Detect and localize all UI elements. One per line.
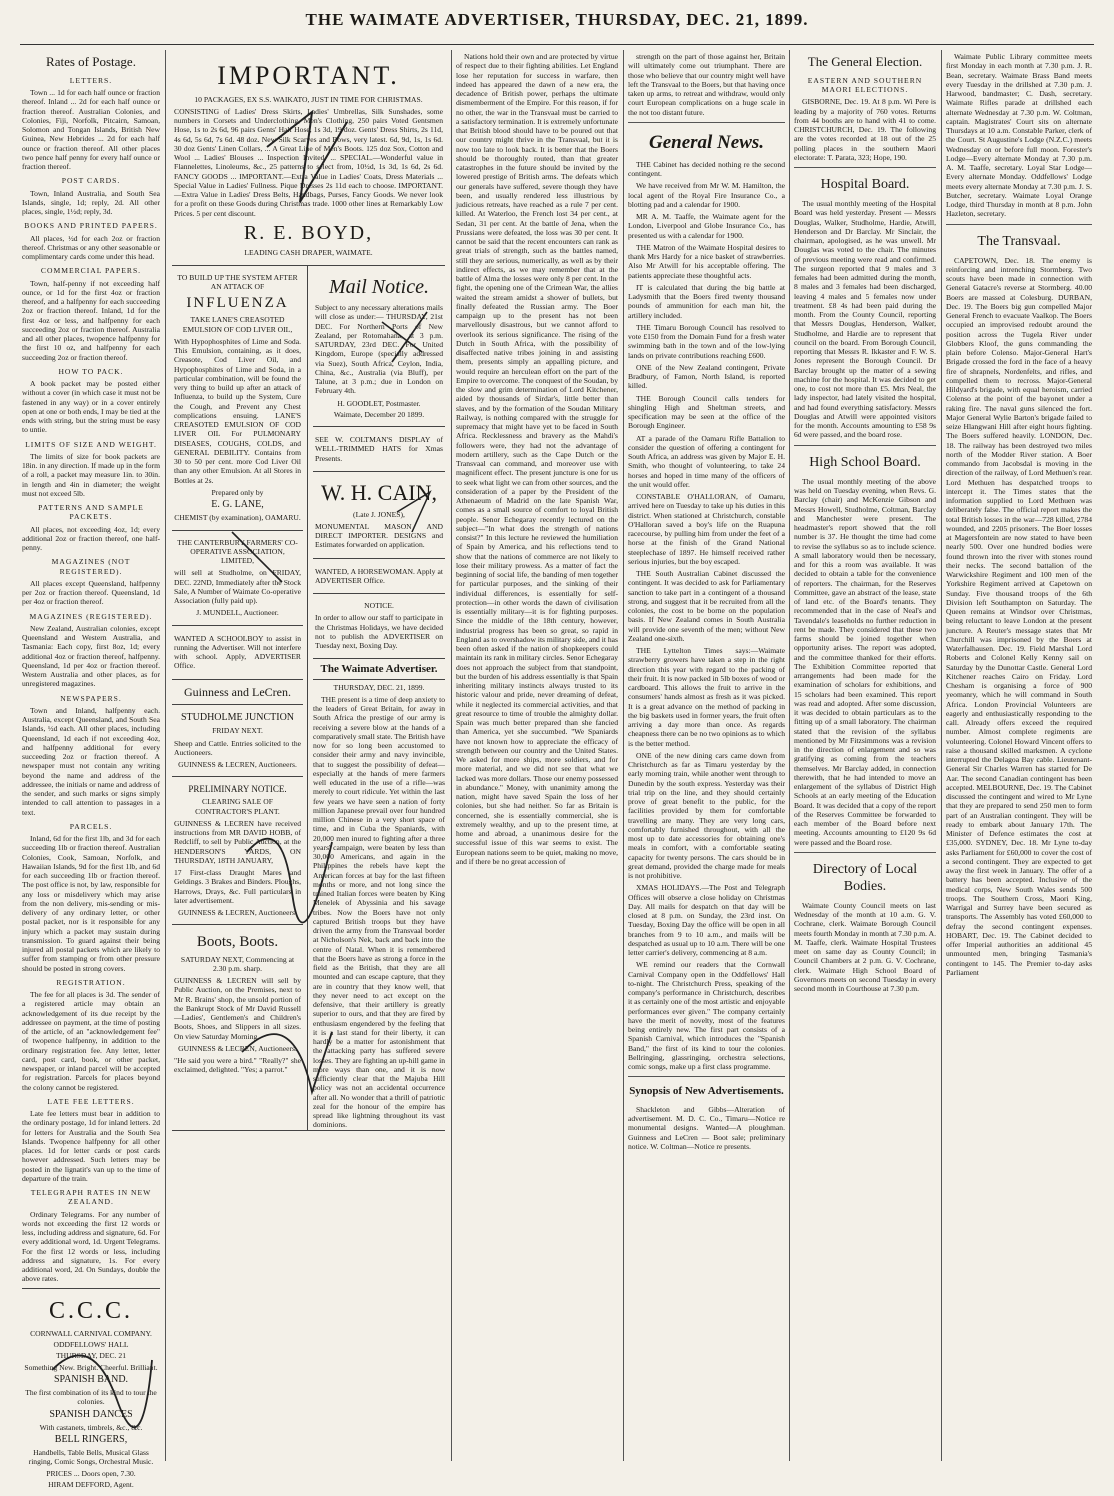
- section-heading: PARCELS.: [69, 821, 113, 831]
- paper-date: THURSDAY, DEC. 21, 1899.: [333, 682, 425, 692]
- editorial-header: [313, 659, 445, 692]
- directory-section: [794, 852, 936, 994]
- section-heading: POST CARDS.: [61, 176, 121, 186]
- boots-title: Boots, Boots.: [196, 934, 279, 951]
- boots-date: SATURDAY NEXT, Commencing at 2.30 p.m. sharp.: [180, 954, 295, 973]
- section-text: All places, not exceeding 4oz, 1d; every additional 2oz or fraction thereof, one half-penny.: [22, 524, 160, 553]
- news-item: MR A. M. Taaffe, the Waimate agent for the London, Liverpool and Globe Insurance Co., has presented us with a calendar for 1900.: [628, 212, 785, 240]
- boots-advertisement: [172, 925, 303, 1082]
- influenza-take: TAKE LANE'S CREASOTED EMULSION OF COD LIVER OIL,: [182, 315, 293, 334]
- ccc-line: PRICES ... Doors open, 7.30.: [46, 1468, 136, 1478]
- boots-body: GUINNESS & LECREN will sell by Public Auction, on the Premises, next to Mr R. Brains' shop, the unsold portion of the Bankrupt Stock of Mr David Russell—Ladies', Gentlemen's and Children's Boots, Shoes, and Slippers in all sizes. On view Saturday Morning.: [174, 976, 301, 1041]
- studholme-sign: GUINNESS & LECREN, Auctioneers.: [178, 760, 297, 770]
- column-divider: [789, 50, 790, 1461]
- holiday-notice: [313, 594, 445, 659]
- hospital-section: [794, 167, 936, 440]
- section-heading: MAGAZINES (REGISTERED).: [29, 611, 153, 621]
- column-advertisements: [172, 52, 445, 1462]
- mail-sign: H. GOODLET, Postmaster.: [337, 398, 421, 408]
- synopsis-text: Shackleton and Gibbs—Alteration of advertisement. M. D. C. Co., Timaru—Notice re monumental designs. Wanted—A ploughman. Guinness and LeCren — Boot sale; preliminary notice. W. Coltman—Notice re presents.: [628, 1104, 785, 1151]
- editorial-text: THE present is a time of deep anxiety to the leaders of Great Britain, for away in South Africa the prestige of our army is receiving a severe blow at the hands of a comparatively small state. The British have now for so long been accustomed to consider their army and navy invincible, that to suggest the possibility of defeat—especially at the hands of mere farmers well educated in the use of a rifle—was merely to court ridicule. Yet within the last few years we have seen a nation of forty million Japanese prevail over four hundred million Chinese in a very short space of time, and in Cuba the Spaniards, with 20,000 men inured to fighting after a three years' campaign, were beaten by less than 30,000 Americans, and again in the Philippines the rebels have kept the American forces at bay for the last fifteen months or more, and not long since the trained Italian forces were beaten by King Menelek of Abyssinia and his savage tribes. Now the Boers have not only captured British troops but they have driven the army from the Transvaal border at Nicholson's Nek, back and back into the centre of Natal. When it is remembered that the Boers have as strong a force in the field as the British, that they are all mounted and can escape capture, that they are in country that they know well, that they never need to act except on the defensive, that their artillery is greatly superior to ours, and that they are fired by enthusiasm engendered by the feeling that it is a last stand for their liberty, it can hardly be a matter for astonishment that the attacking party has suffered severe losses. They are fighting an up-hill game in more ways than one, and it is now sufficiently clear that the Majuba Hill policy was not an accidental occurrence after all. No wonder that a thrill of patriotic zeal for the honour of the empire has spread like lightning throughout its vast dominions.: [313, 694, 445, 1130]
- cain-sub: (Late J. JONES),: [353, 509, 405, 519]
- hospital-body: The usual monthly meeting of the Hospital Board was held yesterday. Present — Messrs Douglas, Walker, Studholme, Hardie, Atwill, Henderson and Dr Barclay. Mr Sinclair, the chairman, apologised, as he was unwell. Mr Douglas was voted to the chair. The minutes of previous meeting were read and confirmed. The surgeon reported that 9 males and 3 females had been admitted during the month, 8 males and 3 females had been discharged, leaving 4 males and 5 females now under treatment. £8 4s had been paid during the month. From the County Council, reporting that Messrs Douglas, Henderson, Walker, Studholme, and Hardie are to represent that council on the board. From Borough Council, reporting that Messrs R. Ikkaster and F. W. S. Jones represent the Borough Council. Dr Barclay brought up the matter of a sewing machine for the hospital. It was decided to get one, to cost not more than £5. Mrs Neal, the lady inspector, had lately visited the hospital, and had found everything satisfactory. Messrs Douglas and Atwill were appointed visitors for the month. Accounts amounting to £58 9s 6d were passed, and the board rose.: [794, 199, 936, 440]
- cain-title: W. H. CAIN,: [321, 479, 437, 505]
- farmers-advertisement: [172, 531, 303, 626]
- section-heading: LATE FEE LETTERS.: [47, 1096, 135, 1106]
- news-item: We have received from Mr W. M. Hamilton, the local agent of the Royal Fire Insurance Co., a blotting pad and a calendar for 1900.: [628, 181, 785, 209]
- paper-title: The Waimate Advertiser.: [313, 663, 445, 679]
- news-item: IT is calculated that during the big battle at Ladysmith that the Boers fired twenty thousand pounds of ammunition for each man hit, the artillery included.: [628, 282, 785, 320]
- guinness-header: [172, 680, 303, 706]
- news-item: THE Cabinet has decided nothing re the second contingent.: [628, 159, 785, 179]
- ccc-line: Handbells, Table Bells, Musical Glass ringing, Comic Songs, Orchestral Music.: [28, 1448, 154, 1467]
- farmers-title: THE CANTERBURY FARMERS' CO-OPERATIVE ASSOCIATION, LIMITED,: [177, 537, 298, 566]
- masthead-title: THE WAIMATE ADVERTISER, THURSDAY, DEC. 21, 1899.: [305, 10, 809, 29]
- section-heading: MAGAZINES (NOT REGISTERED).: [51, 557, 131, 576]
- section-heading: PATTERNS AND SAMPLE PACKETS.: [38, 503, 144, 522]
- section-text: New Zealand, Australian colonies, except Queensland and Western Australia, and Tasmania: Each copy, first 8oz, 1d; every additional 4oz or fraction thereof, halfpenny. Queensland, 1d per 4oz or fraction thereof. Western Australia and other places, as for unregistered magazines.: [22, 623, 160, 689]
- directory-body: Waimate County Council meets on last Wednesday of the month at 10 a.m. G. V. Cochrane, clerk. Waimate Borough Council meets fourth Monday in month at 7.30 p.m. A. M. Taaffe, clerk. Waimate Hospital Trustees meet on same day as County Council; in Council Chambers at 2 p.m. G. V. Cochrane, clerk. Waimate High School Board of Governors meets on second Tuesday in every second month in Courthouse at 7.30 p.m.: [794, 900, 936, 994]
- ccc-line: THURSDAY, DEC. 21: [55, 1351, 127, 1361]
- masthead: [0, 0, 1114, 40]
- farmers-body: will sell at Studholme, on FRIDAY, DEC. 22ND, Immediately after the Stock Sale, A Number of Waimate Co-operative Association (fully paid up).: [174, 568, 301, 606]
- news-item: XMAS HOLIDAYS.—The Post and Telegraph Offices will observe a close holiday on Christmas Day. All mails for despatch on that day will be closed at 8 p.m. on Sunday, the 23rd inst. On Tuesday, Boxing Day the office will be open in all branches from 9 to 10 a.m., and mails will be despatched as usual up to 10 a.m. There will be one letter carrier's delivery, commencing at 8 a.m.: [628, 883, 785, 958]
- news-item: THE Borough Council calls tenders for shingling High and Sheltman streets, and specification may be seen at the office of the Borough Engineer.: [628, 393, 785, 431]
- section-text: Inland, 6d for the first 1lb, and 3d for each succeeding 1lb or fraction thereof. Australian Colonies, Cook, Samoan, Norfolk, and Hawaiian Islands, 9d for the first 1lb, and 6d for each succeeding 1lb or fraction thereof. The post office is not, by law, responsible for any loss or misdelivery which may arise from the non delivery, mis-sending or mis-delivery of any ordinary letter, or other postal packet, nor is it responsible for any injury which a packet may sustain during transmission. To guard against their being injured all postal packets which are likely to suffer from stamping or from other pressure should be posted in strong covers.: [22, 834, 160, 973]
- election-body: GISBORNE, Dec. 19. At 8 p.m. Wi Pere is leading by a majority of 760 votes. Returns from 44 booths are to hand with 41 to come. CHRISTCHURCH, Dec. 19. The following are the votes recorded at 18 out of the 25 polling places in the southern Maori electorate: T. Parata, 323; Hope, 190.: [794, 97, 936, 162]
- influenza-advertisement: [172, 266, 303, 531]
- section-text: A book packet may be posted either without a cover (in which case it must not be fastened in any way) or in a cover entirely open at one or both ends, I may be tied at the ends with string, but the string must be easy to untie.: [22, 379, 160, 435]
- section-heading: LETTERS.: [69, 75, 113, 85]
- cain-body: MONUMENTAL MASON AND DIRECT IMPORTER. DESIGNS and Estimates forwarded on application.: [315, 521, 443, 550]
- postage-title: Rates of Postage.: [46, 54, 136, 69]
- synopsis-section: [628, 1076, 785, 1151]
- ccc-title: C.C.C.: [48, 1297, 134, 1324]
- ccc-line: Something New. Bright. Cheerful. Brilliant.: [24, 1362, 158, 1372]
- farmers-sign: J. MUNDELL, Auctioneer.: [196, 608, 279, 618]
- notice-body: In order to allow our staff to participate in the Christmas Holidays, we have decided not to publish the ADVERTISER on Tuesday next, Boxing Day.: [315, 613, 443, 651]
- section-text: Town and Inland, halfpenny each. Australia, except Queensland, and South Sea Islands, ½d each. All other places, including Queensland, 1d each if not exceeding 4oz, and halfpenny additional for every succeeding 2oz or fraction thereof. A newspaper must not contain any writing beyond the name and address of the addressee, the initials or name and address of the sender, and such marks or signs simply intended to call attention to passages in a text.: [22, 705, 160, 817]
- influenza-title: INFLUENZA: [186, 295, 289, 312]
- mail-notice: [313, 266, 445, 427]
- section-text: Late fee letters must bear in addition to the ordinary postage, 1d for inland letters. 2d for letters for Australia and the South Sea Islands. Twopence halfpenny for all other places. 1d for letter cards or post cards however addressed. Such letters may be posted in the lignatit's van up to the time of departure of the train.: [22, 1109, 160, 1183]
- studholme-body: Sheep and Cattle. Entries solicited to the Auctioneers.: [174, 738, 301, 757]
- section-heading: BOOKS AND PRINTED PAPERS.: [24, 221, 158, 231]
- news-item: ONE of the new dining cars came down from Christchurch as far as Timaru yesterday by the early morning train, while another went through to Dunedin by the south express. Yesterday was their trial trip on the line, and they should certainly prove of great benefit to the public, for the facilities provided by them for comfortable travelling are many. They are very long cars, comfortably furnished throughout, with all the most up to date accessories for obtaining one's meals in comfort, with a comfortable seating capacity for twenty persons. The cars should be in great demand, provided the charge made for meals is not prohibitive.: [628, 750, 785, 881]
- news-item: ONE of the New Zealand contingent, Private Bradbury, of Famon, North Island, is reported killed.: [628, 362, 785, 391]
- postage-sections: [22, 76, 160, 1284]
- influenza-intro: TO BUILD UP THE SYSTEM AFTER AN ATTACK OF: [177, 272, 298, 291]
- column-divider: [451, 50, 452, 1461]
- transvaal-section: [946, 224, 1092, 978]
- section-text: The limits of size for book packets are 18in. in any direction. If made up in the form of a roll, a packet may measure 1in. to 30in. in length and 4in in diameter; the weight must not exceed 5lb.: [22, 451, 160, 498]
- section-heading: TELEGRAPH RATES IN NEW ZEALAND.: [30, 1188, 152, 1207]
- transvaal-body: CAPETOWN, Dec. 18. The enemy is reinforcing and intrenching Stormberg. Two scouts have been made in connection with General Gatacre's reverse at Stormberg. 40.00 Boers are massed at Colesburg. DURBAN, Dec. 19. The Boers big gun compelled Major General French to evacuate Vaalkop. The Boers occupied an improvised redoubt around the position across the Tugela River under Globbers Kloof, the guns commanding the plain before Colenso. Major-General Hart's Brigade crossed the ford in the face of a heavy fire of shrapnels, Nordenfelts, and rifles, and compelled them to recross. Major-General Hildyard's brigade, with equal heroism, carried Colenso at the point of the bayonet under a raking fire. The naval guns silenced the fort. Major General Wylie Barton's brigade failed to seize Hlangwani Hill after eight hours fighting. The Boers suffered heavily. LONDON, Dec. 18. The railway has been destroyed two miles north of the Modder River station. A Boer commando from Jacobsdal is moving in the direction of the railway, of Lord Methuen's rear. Lord Methuen has despatched troops to intercept it. The Times states that the information supplied to Lord Methuen was deliberately false. The official report makes the total British losses in the war—728 killed, 2784 wounded, and 2205 prisoners. The Boer losses at Magersfontein are now stated to have been nearly 500. Over one hundred bodies were found thrown into the river with stones round their necks. The second battalion of the Warwickshire Regiment and 100 men of the Yorkshire Regiment arrived at Capetown on Sunday. Five thousand troops of the 6th Division left Southampton on Saturday. The Queen remains at Windsor over Christmas, being reluctant to leave London at the present juncture. A Reuter's message states that Mr Churchill was imprisoned by the Boers at Waterfalhausen. Dec. 19. Field Marshal Lord Roberts and Colonel Kelly Kenny sail on Saturday by the Dunottar Castle. General Lord Kitchener reaches Cairo on Friday. Lord Chesham is organising a force of 900 yeomanry, which he will command in South Africa. London Provincial Volunteers are eagerly and enthusiastically responding to the call. Already offers exceed the required number. Almost complete regiments are volunteering. Colonel Howard Vincent offers to raise a thousand skilled marksmen. A cyclone interrupted the Delagoa Bay cable. Lieutenant-General Sir Charles Warren has started for De Aar. The second Canadian contingent has been accepted. MELBOURNE, Dec. 19. The Cabinet discussed the contingent and wired to Mr Lyne that they are prepared to send 250 men to form part of an Australian contingent. They will be ready to embark about January 17th. The Minister of Defence estimates the cost at £35,000. SYDNEY, Dec. 18. Mr Lyne to-day asks Parliament for £60,000 to cover the cost of a second contingent. They are expected to get away the first week in January. The offer of a battery has been accepted. Inclusive of the medical corps, New South Wales sends 500 troops. The Southern Cross, Maori King, Warrigal and Surrey have been secured as transports. The Assembly has voted £60,000 to defray the second contingent expenses. HOBART, Dec. 19. The Cabinet decided to offer Imperial authorities an additional 45 unmounted men, bringing Tasmania's contingent to 145. The Premier to-day asks Parliament: [946, 255, 1092, 977]
- general-news-title: General News.: [648, 131, 765, 153]
- preliminary-list: 17 First-class Draught Mares and Geldings. 3 Brakes and Binders. Ploughs, Harrows, Drays, &c. Full particulars in later advertisement.: [174, 868, 301, 905]
- section-heading: COMMERCIAL PAPERS.: [40, 266, 142, 276]
- wanted2-text: WANTED, A HORSEWOMAN. Apply at ADVERTISER Office.: [315, 566, 443, 585]
- mail-body: Subject to any necessary alterations mails will close as under:— THURSDAY, 21st DEC. For Northern Ports of New Zealand, per Rotomahana, at 3 p.m. SATURDAY, 23rd DEC. For United Kingdom, Europe (specially addressed via Suez), South Africa, Ceylon, India, China, &c., Australia (via Bluff), per Talune, at 3 p.m.; due in London on February 4th.: [315, 303, 443, 396]
- column-mail: [308, 266, 445, 1130]
- wanted-schoolboy: [172, 626, 303, 680]
- section-text: Town, half-penny if not exceeding half ounce, or 1d for the first 4oz or fraction thereof, and a halfpenny for each succeeding 2oz or fraction thereof. Inland, 1d for the first 4oz or less, and halfpenny for each succeeding 2oz or fraction thereof. Australia and all other places, twopence halfpenny for the first 10 oz, and halfpenny for each succeeding 2oz or fraction thereof.: [22, 278, 160, 362]
- synopsis-title: Synopsis of New Advertisements.: [629, 1085, 784, 1098]
- preliminary-sub: CLEARING SALE OF CONTRACTOR'S PLANT.: [195, 797, 280, 816]
- news-item: AT a parade of the Oamaru Rifle Battalion to consider the question of offering a contingent for South Africa, an address was given by Major E. H. Smith, who thought of volunteering, to take 24 horses and hoped in time many of the officers of the unit would offer.: [628, 433, 785, 489]
- news-item: CONSTABLE O'HALLORAN, of Oamaru, arrived here on Tuesday to take up his duties in this district. When stationed at Christchurch, constable O'Halloran saved a boy's life on the Ruapuna racecourse, by pulling him from under the feet of a horse at the finish of the Grand National steeplechase of 1897. He himself received rather serious injuries, but the boy escaped.: [628, 492, 785, 566]
- news-item: THE Lyttelton Times says:—Waimate strawberry growers have taken a step in the right direction this year with regard to the packing of their fruit. It is now packed in 5lb boxes of wood or cardboard. This allows the fruit to arrive in the consumers' hands almost as fresh as it was picked. It is a great advance on the method of packing in the big baskets used in former years, the fruit often arriving a day more than once. As regards cheapness there can be no two opinions as to which is the better method.: [628, 646, 785, 748]
- notice-head: NOTICE.: [364, 601, 394, 611]
- coltman-text: SEE W. COLTMAN'S DISPLAY of WELL-TRIMMED HATS for Xmas Presents.: [315, 435, 443, 463]
- ccc-line: BELL RINGERS,: [54, 1434, 128, 1445]
- column-divider: [623, 50, 624, 1461]
- influenza-by: Prepared only by: [211, 487, 264, 497]
- section-text: All places, ½d for each 2oz or fraction thereof. Christmas or any other seasonable or complimentary cards come under this head.: [22, 233, 160, 262]
- ccc-subtitle: CORNWALL CARNIVAL COMPANY.: [30, 1328, 152, 1338]
- preliminary-body: GUINNESS & LECREN have received instructions from MR DAVID HOBB, of Redcliff, to sell by Public Auction, at the HENDERSON'S YARDS, ON THURSDAY, 18TH JANUARY,: [174, 818, 301, 865]
- general-news-section: [628, 122, 785, 1072]
- studholme-advertisement: [172, 705, 303, 777]
- section-text: Ordinary Telegrams. For any number of words not exceeding the first 12 words or less, including address and signature, 6d. For every additional word, 1d. Urgent Telegrams. For the first 12 words or less, including address and signature, 1s. For every additional word, 2d. On Sundays, double the above rates.: [22, 1209, 160, 1284]
- column-divider: [941, 50, 942, 1461]
- guinness-title: Guinness and LeCren.: [184, 684, 291, 699]
- masthead-rule: [20, 44, 1094, 45]
- section-heading: LIMITS OF SIZE AND WEIGHT.: [25, 439, 157, 449]
- influenza-name: E. G. LANE,: [211, 499, 264, 511]
- boyd-advertisement: [172, 52, 445, 266]
- highschool-section: [794, 445, 936, 847]
- preliminary-sign: GUINNESS & LECREN, Auctioneers.: [178, 908, 297, 918]
- editorial-end-text: strength on the part of those against her, Britain will ultimately come out triumphant. There are those who believe that our country might well have left the Transvaal to the Boers, but that having once taken up arms, to retreat and withdraw, would only court European complications on a huge scale in the not too distant future.: [628, 52, 785, 117]
- boyd-firm-sub: LEADING CASH DRAPER, WAIMATE.: [244, 248, 373, 258]
- ccc-line: ODDFELLOWS' HALL: [53, 1340, 129, 1350]
- ccc-line: The first combination of its kind to tour the colonies.: [25, 1388, 157, 1407]
- wanted-text: WANTED A SCHOOLBOY to assist in running the Advertiser. Will not interfere with school. Apply, ADVERTISER Office.: [174, 633, 301, 671]
- ccc-line: With castanets, timbrels, &c., &c.: [39, 1422, 143, 1432]
- coltman-advertisement: [313, 427, 445, 472]
- preliminary-title: PRELIMINARY NOTICE.: [188, 784, 287, 795]
- directory-title: Directory of Local Bodies.: [812, 861, 918, 894]
- highschool-title: High School Board.: [809, 454, 921, 470]
- boyd-subtitle: 10 PACKAGES, EX S.S. WAIKATO, JUST IN TIME FOR CHRISTMAS.: [194, 94, 423, 104]
- boots-quote: "He said you were a bird." "Really?" she exclaimed, delighted. "Yes; a parrot.": [174, 1056, 301, 1075]
- directory-continued: Waimate Public Library committee meets first Monday in each month at 7.30 p.m. J. R. Bean, secretary. Waimate Brass Band meets every Tuesday in the drillshed at 7.30 p.m. J. Harwood, bandmaster; C. Dash, secretary. Waimate Rifles parade at drillshed each alternate Wednesday at 7.30 p.m. W. Coltman, captain. Magistrates' Court sits on alternate Thursdays at 10 a.m. Constable Parker, clerk of the Court. St Augustine's Lodge (N.Z.C.) meets Wednesday on or before full moon. Forester's Lodge—Every alternate Monday at 7.30 p.m. A. M. Taaffe, secretary. Loyal Star Lodge—Every alternate Monday. Oddfellows' Lodge meets every alternate Monday at 7.30 p.m. J. S. Butcher, secretary. Waimate Loyal Orange Lodge, third Thursday in month at 8 p.m. John Hazleton, secretary.: [946, 52, 1092, 219]
- ccc-line: HIRAM DEFFORD, Agent.: [48, 1479, 134, 1489]
- election-title: The General Election.: [807, 54, 923, 69]
- column-postage: [22, 52, 160, 1489]
- studholme-title: STUDHOLME JUNCTION: [180, 712, 295, 724]
- wanted-horsewoman: [313, 559, 445, 595]
- section-text: Town ... 1d for each half ounce or fraction thereof. Inland ... 2d for each half ounce or fraction thereof. Australian Colonies, and Colonies, Fiji, Norfolk, Pitcairn, Samoan, Solomon and Tongan Islands, British New Guinea, New Hebrides ... 2d for each half ounce or fraction thereof. All other places two pence half penny for every half ounce or fraction thereof.: [22, 88, 160, 172]
- influenza-role: CHEMIST (by examination), OAMARU.: [174, 513, 301, 523]
- section-text: All places except Queensland, halfpenny per 2oz or fraction thereof. Queensland, 1d per 4oz or fraction thereof.: [22, 578, 160, 607]
- news-item: THE Matron of the Waimate Hospital desires to thank Mrs Hardy for a nice basket of strawberries. Also Mr Atwill for his acceptable offering. The patients appreciate these thoughtful acts.: [628, 242, 785, 280]
- mail-title: Mail Notice.: [329, 275, 429, 298]
- editorial-continued-text: Nations hold their own and are protected by virtue of respect due to their fighting abilities. Let England lose her reputation for success in warfare, then indeed has appeared the dawn of a new era, the decadence of British power, perhaps the ultimate dismemberment of the Empire. For this reason, if for no other, the war in the Transvaal must be carried to a satisfactory termination. It is extremely unfortunate that British blood should have to be poured out that our country might thrive in the Transvaal, but it is now too late to look back. It is better that the Boers should be thoroughly routed, than that greater catastrophes in the future should be invited by the lowered prestige of British arms. The defeats which our generals have suffered, severe though they have been, and usually rendered less illustrious by judicious retreats, have reached as a rule 7 per cent. killed. At Waterloo, the French lost 34 per cent., at Sedan, 31 per cent. At the battle of Jena, when the Prussians were defeated, the loss was 30 per cent. It cannot be said that the recent encounters can rank as great trials of strength, such as the battles named, still they are serious, numerically, as well as by their indirect effects, as we may remember that at the battle of Alma the losses were only 8 per cent. In the fight, the opening one of the Crimean War, the allies waited the stream amidst a shower of bullets, but finally defeated the Russian army. The Boer campaign up to the present has not been marvellously disastrous, but we cannot afford to overlook its serious significance. The rising of the Dutch in South Africa, with the possibility of disaffected native tribes joining in and assisting them, presents simply an appalling picture, and would require an herculean effort on the part of the Empire to overcome. The conquest of the Soudan, by the slow and grim determination of Lord Kitchener, aided by thousands of Sirdar's, little better than slaves, and by the formation of the Soudan Military Railway, is nothing compared with the struggle for supremacy that might have yet to be faced in South Africa. Recklessness and bravery as the Mahdi's followers were, they had not the advantage of modern artillery, such as the Cape Dutch or the Transvaal can command, and moreover use with magnificent effect. The present juncture is one for us to seek what light we can from other sources, and the consideration of a paper by the President of the Athenaeum of Madrid on the late Spanish War, comes as a small source of comfort to loyal British people. Senor Echegaray recently lectured on the subject—"In what does the strength of nations consist?" In this lecture he reviewed the humiliation of Spain by America, and his reflections tend to show that the nations of commerce are not likely to lose their military prowess. As a matter of fact the beginning of social life, the banding of men together for particular purposes, and the sinking of their individual differences, is essentially for self-protection—in other words the dawn of civilisation is essentially military—it is for fighting purposes. Since the middle of the 18th century, however, industrial progress has been so great, so rapid in England as to overshadow its military side, and it has been often asked if the nation of shopkeepers could maintain its rank in military circles. Senor Echegaray does not approach the subject from that standpoint, but the burden of his address essentially is that Spain inheriting military instincts always trusted to its historic valour and pride, never dreaming of defeat, while it neglected its commercial activities, and that great resource to time of trouble the almighty dollar. Spain was much better prepared than she fancied than America, yet she succumbed. "We Spaniards have not known how to appreciate the efficacy of strength between our country and the United States. We asked for more ships, more soldiers, and for more material, and we did not see that what we lacked was more dollars. Those our enemy possessed in abundance." Money, with unanimity among the nation, might have saved Spain the loss of her colonies, but she had neither. So far as Britain is concerned, she is essentially commercial, she is extremely wealthy, and up to the present time, at home and abroad, a unanimous desire for the successful issue of this war seems to exist. The European nations seem to be quiet, making no move, and if there be no great accession of: [456, 52, 618, 866]
- section-heading: NEWSPAPERS.: [60, 693, 122, 703]
- mail-date: Waimate, December 20 1899.: [333, 409, 425, 419]
- news-item: THE Timaru Borough Council has resolved to vote £150 from the Domain Fund for a fresh water swimming bath in the town and of the low-lying lands on private contributions reaching £600.: [628, 322, 785, 360]
- section-heading: REGISTRATION.: [56, 977, 126, 987]
- column-local-news: [794, 52, 936, 1462]
- ccc-advertisement: [22, 1288, 160, 1496]
- boots-sign: GUINNESS & LECREN, Auctioneers.: [178, 1043, 297, 1053]
- column-divider: [165, 50, 166, 1461]
- section-text: The fee for all places is 3d. The sender of a registered article may obtain an acknowledgement of its due receipt by the addressee on payment, at the time of posting of the article, of an "acknowledgement fee" of twopence halfpenny, in addition to the ordinary registration fee. Any letter, letter card, post card, book, or other packet, newspaper, or inland parcel will be accepted for registration. Parcels for places beyond the colony cannot be registered.: [22, 990, 160, 1092]
- cain-advertisement: [313, 472, 445, 559]
- news-item: WE remind our readers that the Cornwall Carnival Company open in the Oddfellows' Hall to-night. The Christchurch Press, speaking of the company's performance in Christchurch, describes it as certainly one of the most artistic and enjoyable performances ever given." The company certainly have the merit of novelty, most of the features being entirely new. The first part consists of a Spanish Carnival, which introduces the "Spanish Band," the first of its kind to tour the colonies. Bellringing, glassringing, orchestra selections, comic songs, make up a first class programme.: [628, 960, 785, 1072]
- election-sub: EASTERN AND SOUTHERN MAORI ELECTIONS.: [807, 75, 923, 95]
- ccc-line: SPANISH BAND.: [53, 1373, 129, 1385]
- column-transvaal: [946, 52, 1092, 1462]
- column-general-news: [628, 52, 785, 1462]
- column-editorial-continued: [456, 52, 618, 1462]
- preliminary-advertisement: [172, 777, 303, 925]
- boyd-firm: R. E. BOYD,: [243, 221, 374, 244]
- section-text: Town, Inland Australia, and South Sea Islands, single, 1d; reply, 2d. All other places, single, 1½d; reply, 3d.: [22, 188, 160, 217]
- ccc-line: SPANISH DANCES: [49, 1408, 133, 1420]
- boyd-body: CONSISTING of Ladies' Dress Skirts, Ladies' Umbrellas, Silk Sunshades, some numbers in Corsets and Underclothing, Men's Clothing, 250 pairs Voted Gentsmen Hose, 1s to 2s 6d, 96 pairs Gents' Half Hose, 1s 3d, 19 doz. Gents' Dress Shirts, 2s 11d, 4s 6d, 5s 6d, 7s 6d. 48 doz. New Silk Scarves and Bows, very latest. 6d, 9d, 1s, 1s 6d. 30 doz Gents' Linen Collars, ... A Great Line of Men's Boots. 125 doz Sox, Cotton and Wool ... Ladies' Blouses ... Inspection Invited. ... SPECIAL.—Wonderful value in Flannelettes, Linoleums, &c., 25 patterns to select from, 10½d, 1s 3d, 1s 6d, 2s 6d. FANCY GOODS ... IMPORTANT.—Extra Value in Ladies' Coats, Dress Materials ... Special Value in Ladies' Fullness. Pique Dresses 2s 11d each to choose. IMPORTANT.—Extra Value in Ladies' Dress Belts, Handbags, Purses, Fancy Goods. We never look for a profit on these Goods during Christmas trade. 1000 other lines at Remarkably Low Prices. 5 per cent discount.: [174, 106, 443, 218]
- studholme-date: FRIDAY NEXT.: [212, 726, 263, 736]
- influenza-body: With Hypophosphites of Lime and Soda. This Emulsion, containing, as it does, Creasote, Cod Liver Oil, and Hypophosphites of Lime and Soda, in a particular combination, will be found the very thing to build up after an attack of Influenza, to build up the System, Cure the Cough, and Prevent any Chest complications ensuing. LANE'S CREASOTED EMULSION OF COD LIVER OIL For PULMONARY DISEASES, COUGHS, COLDS, and GENERAL DEBILITY. Contains from 30 to 50 per cent. more Cod Liver Oil than any other Emulsion. At all Stores in Bottles at 2s.: [174, 336, 301, 485]
- news-item: THE South Australian Cabinet discussed the contingent. It was decided to ask for Parliamentary sanction to take part in a contingent of a thousand strong, and suggest that it be recruited from all the colonies, the cost to be borne on the population basis. If New Zealand comes in South Australia will provide one seventh of the men; without New Zealand one-sixth.: [628, 569, 785, 643]
- hospital-title: Hospital Board.: [820, 177, 910, 193]
- transvaal-title: The Transvaal.: [977, 233, 1061, 249]
- section-heading: HOW TO PACK.: [58, 366, 124, 376]
- highschool-body: The usual monthly meeting of the above was held on Tuesday evening, when Revs. G. Barclay (chair) and McKenzie Gibson and Messrs Howell, Studholme, Coltman, Barclay and Manchester were present. The headmaster's report showed that the roll number is 37. He thought the time had come to revise the syllabus so as to include science. A small laboratory would then be necessary, and for this a room was available. It was decided to obtain a table for the convenience of reporters. The chairman, for the Reserves Committee, gave an abstract of the lease, state of land etc. of the Board's tenants. They recommended that in the case of Neal's and Tavendale's leaseholds no further reduction in rent be made. They considered that these two farms should be joined together when opportunity arises. The report was adopted, and the committee thanked for their efforts. The Exhibition Committee reported that arrangements had been made for the examination of scholars for exhibitions, and 15 scholars had been examined. This report was read and adopted. After some discussion, it was decided to obtain particulars as to the fitting up of a small laboratory. The chairman stated that the revision of the syllabus mentioned by Mr Fitzsimmons was a revision in the direction of enlargement and so was gratifying as coming from the teachers themselves. Mr Barclay added, in connection therewith, that he had intended to move an enlargement of the syllabus of District High Schools at an early meeting of the Education Board. It was decided that a copy of the report of the Reserves Committee be forwarded to each member of the Board before next meeting. Accounts amounting to £120 9s 6d were passed and the Board rose.: [794, 476, 936, 847]
- boyd-title: IMPORTANT.: [217, 61, 400, 90]
